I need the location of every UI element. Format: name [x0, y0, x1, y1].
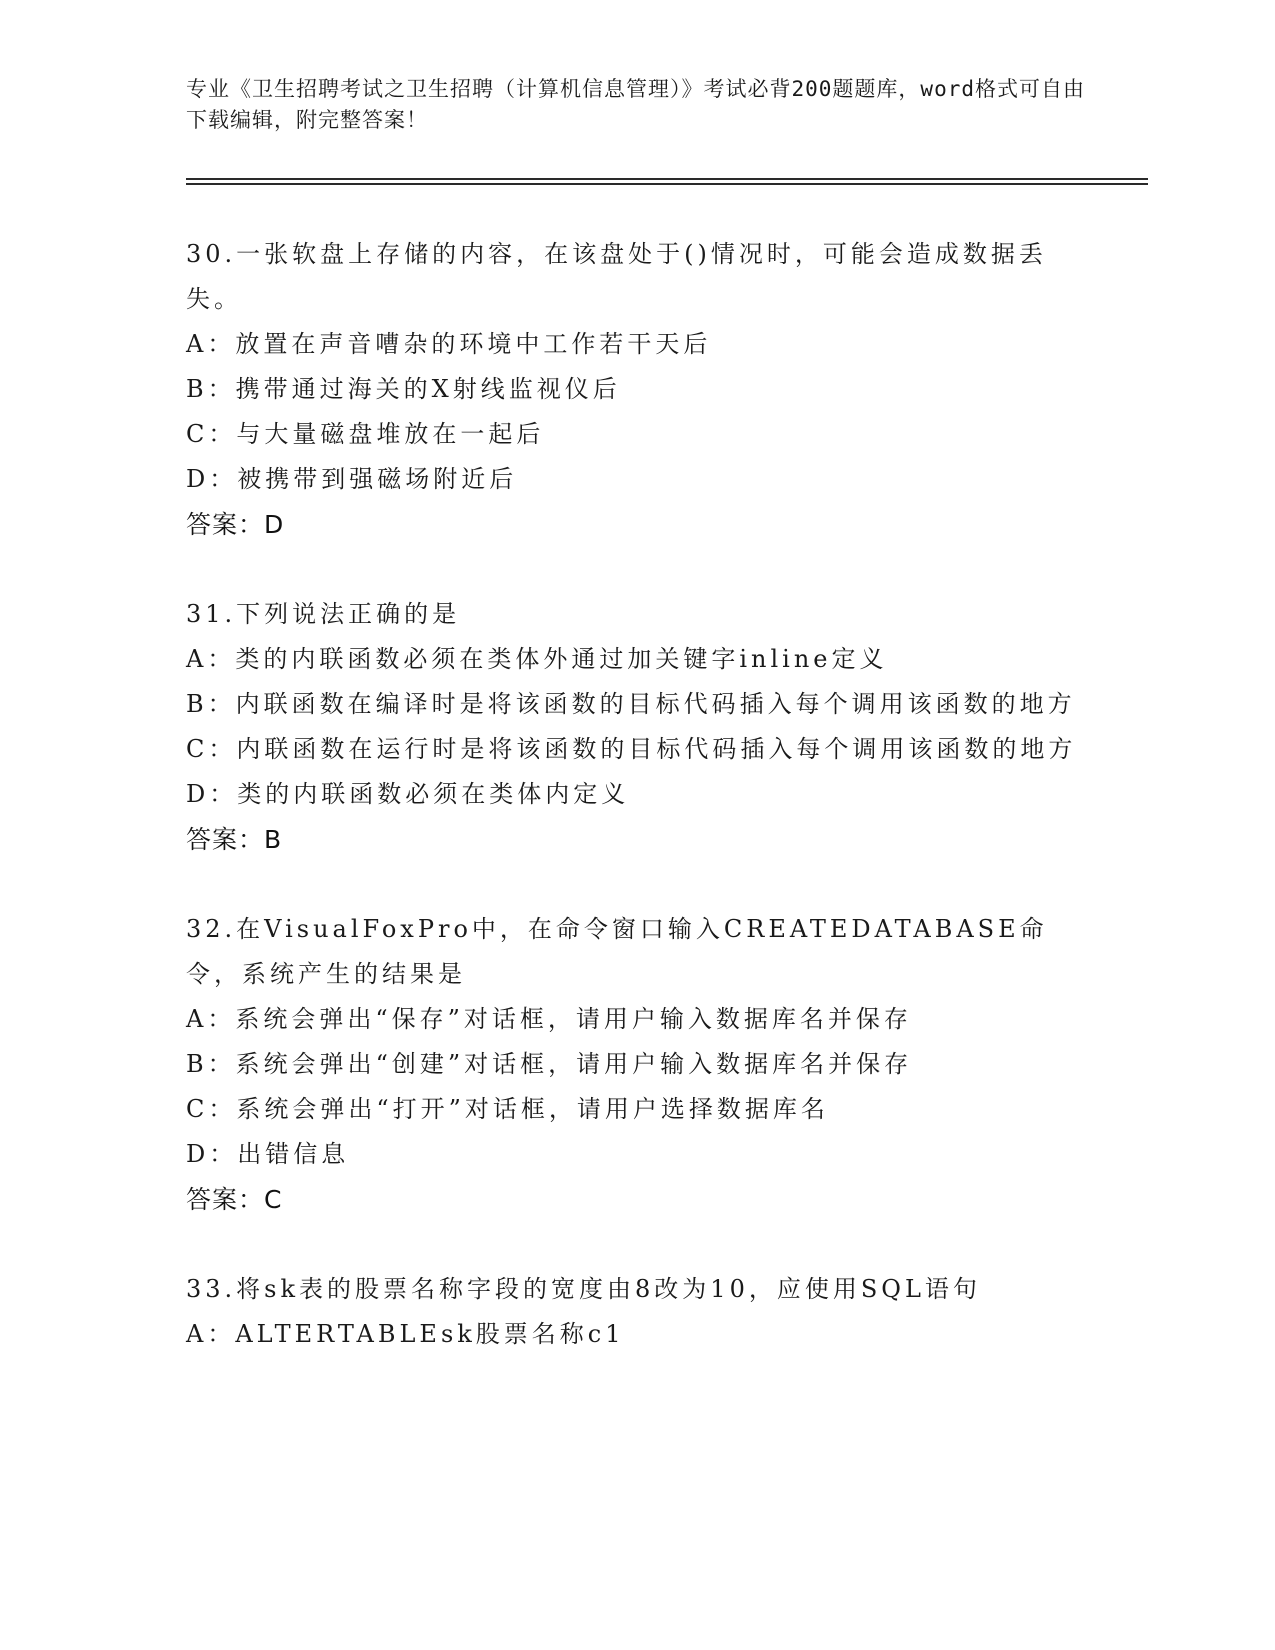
header-divider-bottom	[186, 183, 1148, 185]
option-c: C：系统会弹出“打开”对话框，请用户选择数据库名	[186, 1095, 829, 1123]
question-33	[186, 1267, 1086, 1357]
answer-label: 答案：C	[186, 1185, 283, 1214]
option-d: D：类的内联函数必须在类体内定义	[186, 780, 630, 808]
option-d: D：出错信息	[186, 1140, 350, 1168]
option-c: C：内联函数在运行时是将该函数的目标代码插入每个调用该函数的地方	[186, 735, 1077, 763]
question-stem: 33.将sk表的股票名称字段的宽度由8改为10，应使用SQL语句	[186, 1275, 981, 1303]
option-d: D：被携带到强磁场附近后	[186, 465, 518, 493]
option-a: A：系统会弹出“保存”对话框，请用户输入数据库名并保存	[186, 1005, 912, 1033]
option-a: A：放置在声音嘈杂的环境中工作若干天后	[186, 330, 712, 358]
option-a: A：类的内联函数必须在类体外通过加关键字inline定义	[186, 645, 888, 673]
option-a: A：ALTERTABLEsk股票名称c1	[186, 1320, 625, 1348]
option-b: B：携带通过海关的X射线监视仪后	[186, 375, 621, 403]
answer-label: 答案：B	[186, 825, 283, 854]
question-stem: 30.一张软盘上存储的内容，在该盘处于()情况时，可能会造成数据丢失。	[186, 240, 1047, 313]
option-b: B：系统会弹出“创建”对话框，请用户输入数据库名并保存	[186, 1050, 913, 1078]
header-divider-top	[186, 178, 1148, 180]
document-header: 专业《卫生招聘考试之卫生招聘（计算机信息管理）》考试必背200题题库，word格式可自由下载编辑，附完整答案！	[186, 77, 1085, 132]
question-32	[186, 907, 1086, 1222]
question-31	[186, 592, 1086, 862]
answer-label: 答案：D	[186, 510, 285, 539]
option-c: C：与大量磁盘堆放在一起后	[186, 420, 545, 448]
question-list	[186, 232, 1086, 1357]
question-stem: 31.下列说法正确的是	[186, 600, 461, 628]
option-b: B：内联函数在编译时是将该函数的目标代码插入每个调用该函数的地方	[186, 690, 1076, 718]
question-stem: 32.在VisualFoxPro中，在命令窗口输入CREATEDATABASE命令，系统产生的结果是	[186, 915, 1048, 988]
question-30	[186, 232, 1086, 547]
